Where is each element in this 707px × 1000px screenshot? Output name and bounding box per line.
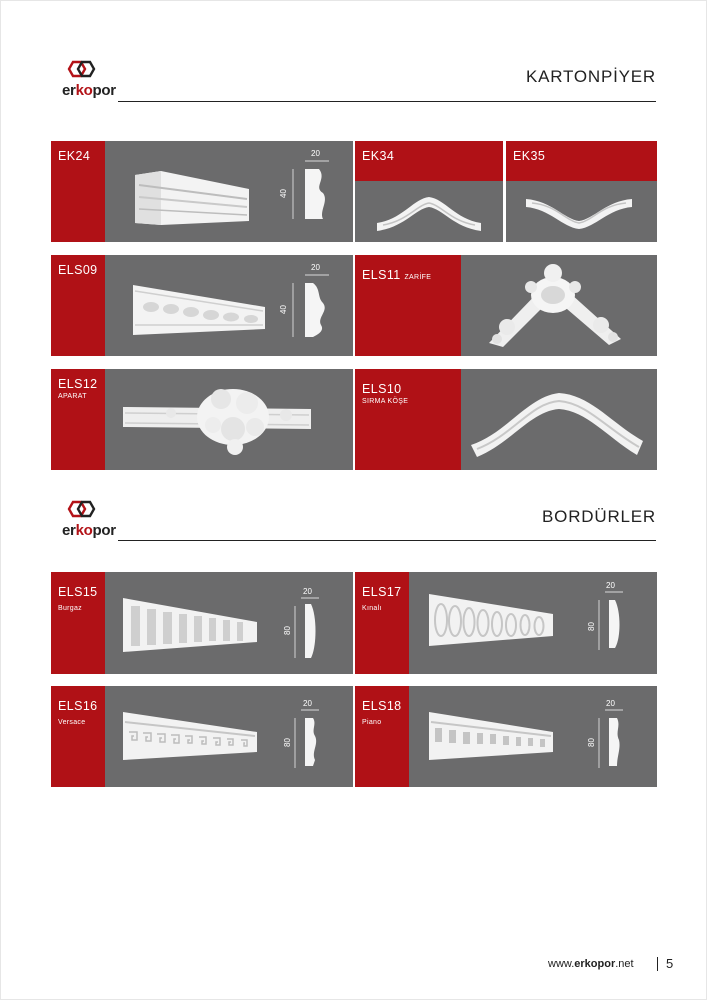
- product-code-band: [355, 141, 503, 181]
- els17-border-image: [427, 590, 557, 650]
- dimension-height: 80: [586, 738, 596, 747]
- product-code-band: [506, 141, 657, 181]
- product-code-box: [355, 686, 409, 787]
- product-code: ELS15: [58, 585, 98, 599]
- product-subtitle: Versace: [58, 719, 86, 726]
- els15-profile-icon: [287, 596, 327, 666]
- product-code-box: [51, 369, 105, 470]
- product-code-box: [51, 141, 105, 242]
- product-subtitle: Kınalı: [362, 605, 382, 612]
- els09-profile-icon: [283, 273, 333, 343]
- erkopor-logo: [62, 500, 122, 540]
- product-code-box: [355, 572, 409, 674]
- product-code-box: [51, 686, 105, 787]
- product-code: ELS12: [58, 377, 98, 391]
- dimension-height: 80: [586, 622, 596, 631]
- product-panel-els18[interactable]: [355, 686, 657, 787]
- dimension-width: 20: [303, 587, 312, 596]
- els18-border-image: [427, 708, 557, 764]
- dimension-height: 40: [278, 189, 288, 198]
- product-code: ELS16: [58, 699, 98, 713]
- product-panel-els10[interactable]: [355, 369, 657, 470]
- els11-ornament-image: [481, 261, 631, 353]
- els17-profile-icon: [591, 590, 631, 656]
- ek24-profile-icon: [283, 159, 333, 229]
- page-number: 5: [666, 956, 674, 971]
- dimension-width: 20: [311, 149, 320, 158]
- product-subtitle: SIRMA KÖŞE: [362, 398, 409, 405]
- dimension-width: 20: [311, 263, 320, 272]
- els10-corner-molding-image: [467, 383, 647, 459]
- product-panel-ek24[interactable]: [51, 141, 353, 242]
- product-code-box: [355, 255, 461, 356]
- header-rule: [118, 540, 656, 541]
- logo-hexagon-icon: [64, 60, 104, 84]
- ek35-corner-molding-image: [522, 189, 636, 233]
- els16-profile-icon: [287, 708, 327, 774]
- dimension-width: 20: [606, 581, 615, 590]
- product-code: ELS11: [362, 268, 401, 282]
- product-code: EK24: [58, 149, 91, 163]
- website-link[interactable]: www.erkopor.net: [548, 958, 634, 970]
- dimension-height: 80: [282, 738, 292, 747]
- els18-profile-icon: [591, 708, 631, 774]
- product-code: ELS17: [362, 585, 402, 599]
- logo-text: erkopor: [62, 522, 116, 539]
- els15-border-image: [121, 594, 261, 654]
- ek24-molding-image: [131, 161, 251, 231]
- els16-border-image: [121, 708, 261, 764]
- logo-hexagon-icon: [64, 500, 104, 524]
- product-panel-els15[interactable]: [51, 572, 353, 674]
- header-rule: [118, 101, 656, 102]
- product-panel-els16[interactable]: [51, 686, 353, 787]
- ek34-corner-molding-image: [373, 189, 485, 235]
- dimension-width: 20: [606, 699, 615, 708]
- dimension-height: 40: [278, 305, 288, 314]
- product-subtitle: Piano: [362, 719, 382, 726]
- product-code-box: [51, 572, 105, 674]
- product-code-line: [362, 269, 431, 284]
- product-panel-els12[interactable]: [51, 369, 353, 470]
- els12-ornament-image: [121, 375, 321, 465]
- product-code-box: [51, 255, 105, 356]
- dimension-width: 20: [303, 699, 312, 708]
- product-code: ELS18: [362, 699, 402, 713]
- dimension-height: 80: [282, 626, 292, 635]
- product-code: ELS10: [362, 382, 402, 396]
- product-code-box: [355, 369, 461, 470]
- product-panel-ek34[interactable]: [355, 141, 503, 242]
- product-code: EK34: [362, 149, 395, 163]
- product-subtitle: ZARİFE: [404, 274, 432, 281]
- erkopor-logo: [62, 60, 122, 100]
- product-panel-ek35[interactable]: [506, 141, 657, 242]
- product-code: EK35: [513, 149, 546, 163]
- els09-molding-image: [129, 277, 267, 343]
- product-code: ELS09: [58, 263, 98, 277]
- footer-divider: [657, 957, 658, 971]
- logo-text: erkopor: [62, 82, 116, 99]
- product-subtitle: Burgaz: [58, 605, 82, 612]
- section-title-kartonpiyer: KARTONPİYER: [525, 67, 656, 86]
- section-title-bordurler: BORDÜRLER: [542, 507, 656, 526]
- product-panel-els09[interactable]: [51, 255, 353, 356]
- product-subtitle: APARAT: [58, 393, 87, 400]
- product-panel-els17[interactable]: [355, 572, 657, 674]
- product-panel-els11[interactable]: [355, 255, 657, 356]
